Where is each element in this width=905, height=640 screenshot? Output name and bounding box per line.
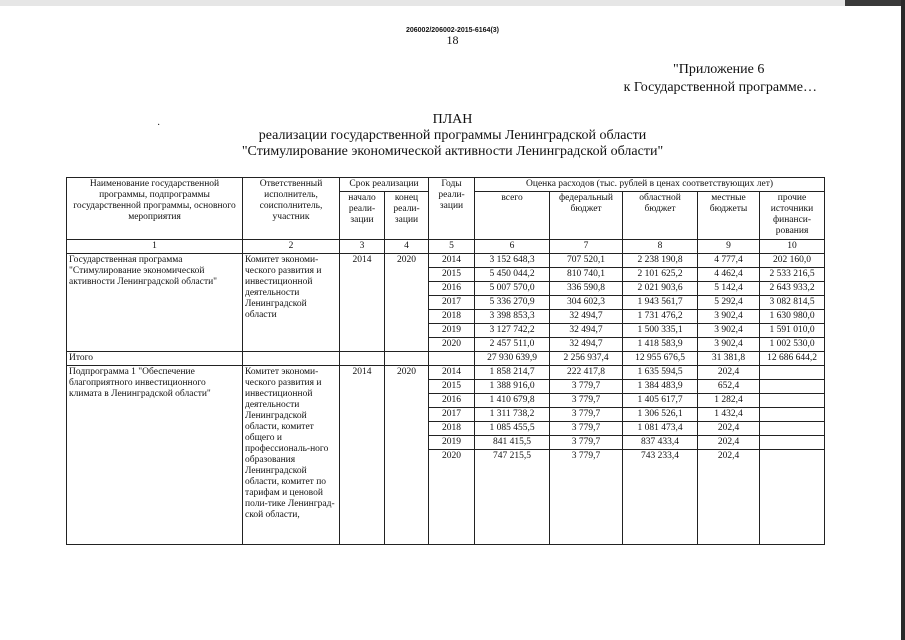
regional: 837 433,4 — [623, 436, 698, 450]
itogo-row — [67, 352, 825, 366]
itogo-total: 27 930 639,9 — [475, 352, 550, 366]
col-number: 10 — [760, 240, 825, 254]
year: 2014 — [429, 254, 475, 268]
federal: 3 779,7 — [550, 408, 623, 422]
itogo-empty — [429, 352, 475, 366]
header-name: Наименование государственной программы, подпрограммы государственной программы, основного мероприятия — [67, 178, 243, 240]
header-federal: федеральный бюджет — [550, 192, 623, 240]
local: 5 292,4 — [698, 296, 760, 310]
local: 1 432,4 — [698, 408, 760, 422]
other: 202 160,0 — [760, 254, 825, 268]
regional: 1 384 483,9 — [623, 380, 698, 394]
total: 841 415,5 — [475, 436, 550, 450]
federal: 336 590,8 — [550, 282, 623, 296]
appendix-line-1: "Приложение 6 — [673, 62, 765, 77]
year: 2017 — [429, 296, 475, 310]
total: 1 085 455,5 — [475, 422, 550, 436]
federal: 707 520,1 — [550, 254, 623, 268]
other — [760, 408, 825, 422]
itogo-other: 12 686 644,2 — [760, 352, 825, 366]
federal: 3 779,7 — [550, 394, 623, 408]
itogo-local: 31 381,8 — [698, 352, 760, 366]
col-number: 6 — [475, 240, 550, 254]
header-regional: областной бюджет — [623, 192, 698, 240]
header-total: всего — [475, 192, 550, 240]
year: 2014 — [429, 366, 475, 380]
regional: 1 500 335,1 — [623, 324, 698, 338]
document-subtitle-1: реализации государственной программы Ленинградской области — [258, 128, 647, 143]
year: 2016 — [429, 282, 475, 296]
local: 202,4 — [698, 436, 760, 450]
other: 1 002 530,0 — [760, 338, 825, 352]
local: 3 902,4 — [698, 338, 760, 352]
federal: 222 417,8 — [550, 366, 623, 380]
scan-dot: · — [157, 120, 161, 131]
header-local: местные бюджеты — [698, 192, 760, 240]
col-number: 1 — [67, 240, 243, 254]
federal: 32 494,7 — [550, 338, 623, 352]
appendix-line-2: к Государственной программе… — [623, 80, 817, 95]
other — [760, 394, 825, 408]
header-end: конец реали-зации — [385, 192, 429, 240]
federal: 32 494,7 — [550, 310, 623, 324]
other — [760, 450, 825, 545]
other: 3 082 814,5 — [760, 296, 825, 310]
local: 202,4 — [698, 422, 760, 436]
col-number: 4 — [385, 240, 429, 254]
program-start: 2014 — [340, 254, 385, 352]
regional: 1 635 594,5 — [623, 366, 698, 380]
federal: 304 602,3 — [550, 296, 623, 310]
year: 2019 — [429, 436, 475, 450]
total: 1 410 679,8 — [475, 394, 550, 408]
other: 1 591 010,0 — [760, 324, 825, 338]
year: 2020 — [429, 450, 475, 545]
total: 5 007 570,0 — [475, 282, 550, 296]
year: 2018 — [429, 422, 475, 436]
total: 2 457 511,0 — [475, 338, 550, 352]
col-number: 3 — [340, 240, 385, 254]
col-number: 9 — [698, 240, 760, 254]
local: 3 902,4 — [698, 310, 760, 324]
itogo-empty — [385, 352, 429, 366]
subprogram-row — [67, 366, 825, 380]
local: 4 777,4 — [698, 254, 760, 268]
federal: 3 779,7 — [550, 436, 623, 450]
program-executor: Комитет экономи-ческого развития и инвестиционной деятельности Ленинградской области — [243, 254, 340, 352]
subprogram-start: 2014 — [340, 366, 385, 545]
federal: 810 740,1 — [550, 268, 623, 282]
column-number-row — [67, 240, 825, 254]
itogo-regional: 12 955 676,5 — [623, 352, 698, 366]
header-years: Годы реали-зации — [429, 178, 475, 240]
program-end: 2020 — [385, 254, 429, 352]
total: 3 127 742,2 — [475, 324, 550, 338]
col-number: 8 — [623, 240, 698, 254]
document-subtitle-2: "Стимулирование экономической активности Ленинградской области" — [241, 144, 664, 159]
scan-right-edge — [901, 0, 905, 640]
other — [760, 366, 825, 380]
federal: 3 779,7 — [550, 422, 623, 436]
col-number: 5 — [429, 240, 475, 254]
other — [760, 422, 825, 436]
subprogram-executor: Комитет экономи-ческого развития и инвестиционной деятельности Ленинградской области, комитет общего и профессиональ-ного образования Ленинградской области, комитет по тарифам и ценовой поли-тике Ленинград-ской области, — [243, 366, 340, 545]
regional: 1 081 473,4 — [623, 422, 698, 436]
header-other: прочие источники финанси-рования — [760, 192, 825, 240]
header-start: начало реали-зации — [340, 192, 385, 240]
regional: 743 233,4 — [623, 450, 698, 545]
regional: 2 101 625,2 — [623, 268, 698, 282]
federal: 32 494,7 — [550, 324, 623, 338]
subprogram-end: 2020 — [385, 366, 429, 545]
regional: 2 238 190,8 — [623, 254, 698, 268]
local: 652,4 — [698, 380, 760, 394]
header-costs: Оценка расходов (тыс. рублей в ценах соответствующих лет) — [475, 178, 825, 192]
year: 2015 — [429, 268, 475, 282]
total: 1 858 214,7 — [475, 366, 550, 380]
itogo-empty — [243, 352, 340, 366]
year: 2019 — [429, 324, 475, 338]
local: 202,4 — [698, 450, 760, 545]
regional: 2 021 903,6 — [623, 282, 698, 296]
header-executor: Ответственный исполнитель, соисполнитель, участник — [243, 178, 340, 240]
scan-top-edge — [845, 0, 905, 6]
total: 1 388 916,0 — [475, 380, 550, 394]
other: 2 643 933,2 — [760, 282, 825, 296]
subprogram-name: Подпрограмма 1 "Обеспечение благоприятного инвестиционного климата в Ленинградской области" — [67, 366, 243, 545]
itogo-empty — [340, 352, 385, 366]
regional: 1 943 561,7 — [623, 296, 698, 310]
local: 3 902,4 — [698, 324, 760, 338]
scan-top-shadow — [0, 0, 905, 6]
total: 5 450 044,2 — [475, 268, 550, 282]
total: 3 152 648,3 — [475, 254, 550, 268]
document-reference: 206002/206002-2015-6164(3) — [405, 27, 500, 34]
local: 1 282,4 — [698, 394, 760, 408]
year: 2016 — [429, 394, 475, 408]
header-row-1 — [67, 178, 825, 192]
page-number: 18 — [446, 33, 459, 47]
federal: 3 779,7 — [550, 380, 623, 394]
federal: 3 779,7 — [550, 450, 623, 545]
year: 2020 — [429, 338, 475, 352]
other: 2 533 216,5 — [760, 268, 825, 282]
other: 1 630 980,0 — [760, 310, 825, 324]
regional: 1 405 617,7 — [623, 394, 698, 408]
regional: 1 418 583,9 — [623, 338, 698, 352]
local: 4 462,4 — [698, 268, 760, 282]
total: 1 311 738,2 — [475, 408, 550, 422]
col-number: 7 — [550, 240, 623, 254]
year: 2017 — [429, 408, 475, 422]
year: 2015 — [429, 380, 475, 394]
total: 747 215,5 — [475, 450, 550, 545]
local: 202,4 — [698, 366, 760, 380]
header-period: Срок реализации — [340, 178, 429, 192]
program-name: Государственная программа "Стимулирование экономической активности Ленинградской области" — [67, 254, 243, 352]
regional: 1 306 526,1 — [623, 408, 698, 422]
local: 5 142,4 — [698, 282, 760, 296]
document-title: ПЛАН — [432, 112, 473, 127]
total: 3 398 853,3 — [475, 310, 550, 324]
col-number: 2 — [243, 240, 340, 254]
other — [760, 436, 825, 450]
year: 2018 — [429, 310, 475, 324]
program-row — [67, 254, 825, 268]
itogo-federal: 2 256 937,4 — [550, 352, 623, 366]
total: 5 336 270,9 — [475, 296, 550, 310]
plan-table — [66, 177, 825, 545]
other — [760, 380, 825, 394]
regional: 1 731 476,2 — [623, 310, 698, 324]
itogo-label: Итого — [67, 352, 243, 366]
